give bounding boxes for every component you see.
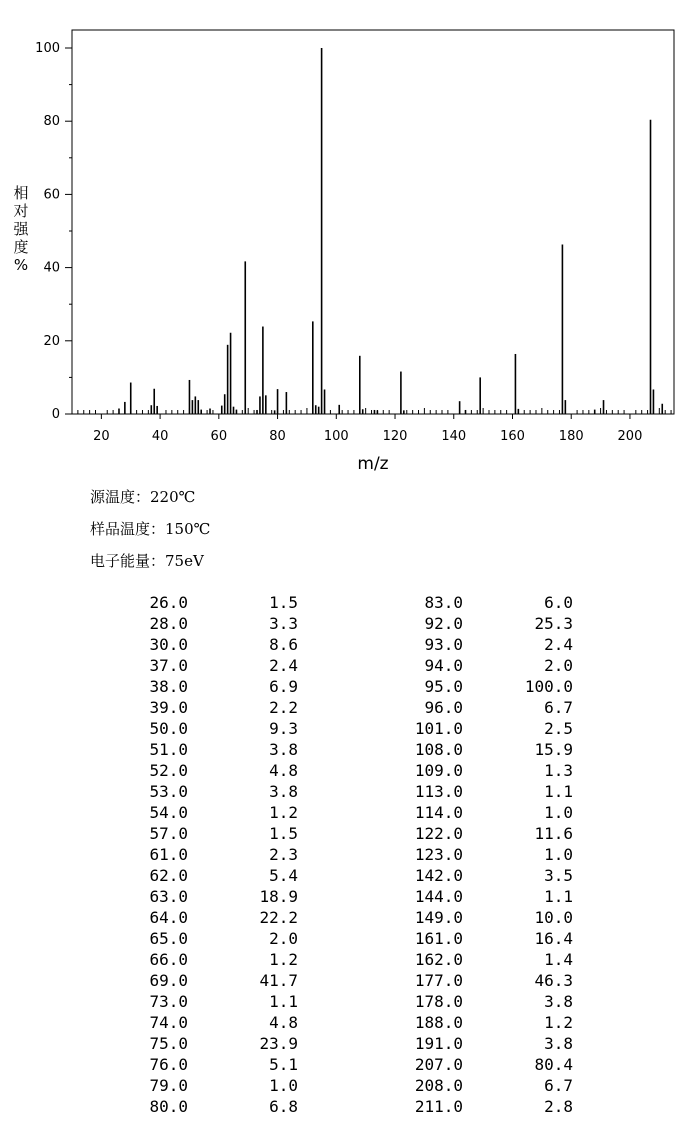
mz-right: 113.0 [414, 782, 463, 801]
mz-left: 39.0 [149, 698, 188, 717]
peak-row [118, 949, 573, 970]
intensity-right: 1.0 [544, 845, 573, 864]
x-tick-label: 20 [93, 429, 110, 444]
peak-row [118, 1096, 573, 1117]
mz-right: 109.0 [414, 761, 463, 780]
x-tick-label: 140 [441, 429, 467, 444]
mz-left: 66.0 [149, 950, 188, 969]
mz-right: 188.0 [414, 1013, 463, 1032]
y-tick-label: 40 [43, 260, 60, 276]
mz-left: 74.0 [149, 1013, 188, 1032]
mz-right: 122.0 [414, 824, 463, 843]
intensity-left: 1.0 [269, 1076, 298, 1095]
intensity-left: 5.4 [269, 866, 298, 885]
peak-row [118, 697, 573, 718]
intensity-right: 2.0 [544, 656, 573, 675]
mz-right: 95.0 [424, 677, 463, 696]
intensity-left: 6.8 [269, 1097, 298, 1116]
mz-left: 80.0 [149, 1097, 188, 1116]
mz-left: 53.0 [149, 782, 188, 801]
mz-left: 57.0 [149, 824, 188, 843]
x-tick-label: 60 [210, 429, 228, 444]
mz-left: 75.0 [149, 1034, 188, 1053]
mz-left: 26.0 [149, 593, 188, 612]
peak-row [118, 991, 573, 1012]
mz-right: 101.0 [414, 719, 463, 738]
mz-right: 208.0 [414, 1076, 463, 1095]
intensity-right: 15.9 [534, 740, 573, 759]
mz-right: 191.0 [414, 1034, 463, 1053]
y-tick-label: 80 [43, 114, 60, 130]
x-tick-label: 40 [151, 429, 169, 444]
mz-right: 149.0 [414, 908, 463, 927]
spectrum-bars [119, 48, 662, 414]
mz-left: 69.0 [149, 971, 188, 990]
y-tick-label: 20 [43, 333, 60, 349]
peak-row [118, 865, 573, 886]
peak-row [118, 802, 573, 823]
source-temperature: 源温度：220℃ [90, 488, 196, 506]
y-tick-label: 0 [51, 407, 60, 422]
intensity-left: 2.4 [269, 656, 298, 675]
peak-row [118, 676, 573, 697]
peak-row [118, 592, 573, 613]
mz-left: 50.0 [149, 719, 188, 738]
intensity-right: 1.0 [544, 803, 573, 822]
peak-row [118, 634, 573, 655]
intensity-left: 41.7 [259, 971, 298, 990]
peak-row [118, 907, 573, 928]
peak-row [118, 928, 573, 949]
intensity-right: 1.1 [544, 782, 573, 801]
x-axis-label: m/z [357, 454, 389, 474]
intensity-right: 1.3 [544, 761, 573, 780]
plot-frame [72, 30, 674, 414]
peak-row [118, 613, 573, 634]
mz-left: 30.0 [149, 635, 188, 654]
intensity-left: 18.9 [259, 887, 298, 906]
mz-left: 38.0 [149, 677, 188, 696]
intensity-left: 2.3 [269, 845, 298, 864]
x-tick-label: 120 [382, 429, 408, 444]
mz-left: 65.0 [149, 929, 188, 948]
mz-right: 177.0 [414, 971, 463, 990]
intensity-left: 4.8 [269, 1013, 298, 1032]
peak-row [118, 1012, 573, 1033]
intensity-right: 10.0 [534, 908, 573, 927]
intensity-right: 2.8 [544, 1097, 573, 1116]
peak-row [118, 844, 573, 865]
mz-right: 114.0 [414, 803, 463, 822]
intensity-right: 3.5 [544, 866, 573, 885]
peak-row [118, 655, 573, 676]
intensity-right: 1.4 [544, 950, 573, 969]
mass-spectrum-chart [0, 0, 696, 480]
sample-temperature: 样品温度：150℃ [90, 520, 211, 538]
mz-left: 76.0 [149, 1055, 188, 1074]
intensity-right: 6.0 [544, 593, 573, 612]
peak-row [118, 823, 573, 844]
peak-row [118, 781, 573, 802]
intensity-left: 22.2 [259, 908, 298, 927]
y-axis-ticks [35, 41, 72, 422]
intensity-left: 2.0 [269, 929, 298, 948]
mz-left: 52.0 [149, 761, 188, 780]
intensity-right: 2.4 [544, 635, 573, 654]
peak-row [118, 739, 573, 760]
intensity-left: 5.1 [269, 1055, 298, 1074]
intensity-right: 100.0 [524, 677, 573, 696]
peak-row [118, 1033, 573, 1054]
mz-left: 73.0 [149, 992, 188, 1011]
x-tick-label: 100 [323, 429, 349, 444]
intensity-right: 2.5 [544, 719, 573, 738]
mz-left: 62.0 [149, 866, 188, 885]
intensity-left: 8.6 [269, 635, 298, 654]
intensity-left: 6.9 [269, 677, 298, 696]
electron-energy: 电子能量：75eV [90, 552, 204, 570]
mz-right: 94.0 [424, 656, 463, 675]
x-tick-label: 160 [500, 429, 525, 444]
peak-row [118, 760, 573, 781]
intensity-right: 80.4 [534, 1055, 573, 1074]
x-axis-ticks [93, 414, 642, 444]
mz-right: 96.0 [424, 698, 463, 717]
intensity-left: 4.8 [269, 761, 298, 780]
intensity-right: 1.1 [544, 887, 573, 906]
peak-row [118, 1075, 573, 1096]
intensity-left: 3.8 [269, 782, 298, 801]
intensity-left: 1.5 [269, 593, 298, 612]
intensity-left: 1.1 [269, 992, 298, 1011]
mz-left: 28.0 [149, 614, 188, 633]
mz-left: 64.0 [149, 908, 188, 927]
mz-left: 61.0 [149, 845, 188, 864]
mz-right: 162.0 [414, 950, 463, 969]
mz-left: 51.0 [149, 740, 188, 759]
mz-right: 161.0 [414, 929, 463, 948]
intensity-left: 1.2 [269, 950, 298, 969]
mz-right: 142.0 [414, 866, 463, 885]
intensity-right: 3.8 [544, 992, 573, 1011]
y-tick-label: 60 [43, 187, 60, 203]
mz-left: 63.0 [149, 887, 188, 906]
mz-right: 178.0 [414, 992, 463, 1011]
intensity-right: 1.2 [544, 1013, 573, 1032]
intensity-right: 11.6 [534, 824, 573, 843]
x-tick-label: 180 [558, 429, 584, 444]
mz-right: 144.0 [414, 887, 463, 906]
peak-row [118, 886, 573, 907]
intensity-right: 6.7 [544, 698, 573, 717]
peak-row [118, 718, 573, 739]
peak-row [118, 1054, 573, 1075]
mz-right: 108.0 [414, 740, 463, 759]
intensity-right: 3.8 [544, 1034, 573, 1053]
intensity-left: 3.3 [269, 614, 298, 633]
mz-right: 123.0 [414, 845, 463, 864]
intensity-right: 46.3 [534, 971, 573, 990]
mz-right: 211.0 [414, 1097, 463, 1116]
peak-table [118, 592, 573, 1117]
mz-right: 92.0 [424, 614, 463, 633]
mz-right: 93.0 [424, 635, 463, 654]
intensity-left: 1.2 [269, 803, 298, 822]
peak-row [118, 970, 573, 991]
intensity-left: 1.5 [269, 824, 298, 843]
intensity-left: 23.9 [259, 1034, 298, 1053]
intensity-left: 2.2 [269, 698, 298, 717]
intensity-right: 16.4 [534, 929, 573, 948]
y-axis-label: 相对强度% [13, 184, 29, 274]
mz-left: 37.0 [149, 656, 188, 675]
intensity-left: 9.3 [269, 719, 298, 738]
x-tick-label: 200 [617, 429, 643, 444]
intensity-left: 3.8 [269, 740, 298, 759]
y-tick-label: 100 [35, 41, 60, 56]
mz-right: 83.0 [424, 593, 463, 612]
mz-right: 207.0 [414, 1055, 463, 1074]
mz-left: 79.0 [149, 1076, 188, 1095]
intensity-right: 25.3 [534, 614, 573, 633]
mz-left: 54.0 [149, 803, 188, 822]
x-tick-label: 80 [269, 429, 286, 444]
intensity-right: 6.7 [544, 1076, 573, 1095]
